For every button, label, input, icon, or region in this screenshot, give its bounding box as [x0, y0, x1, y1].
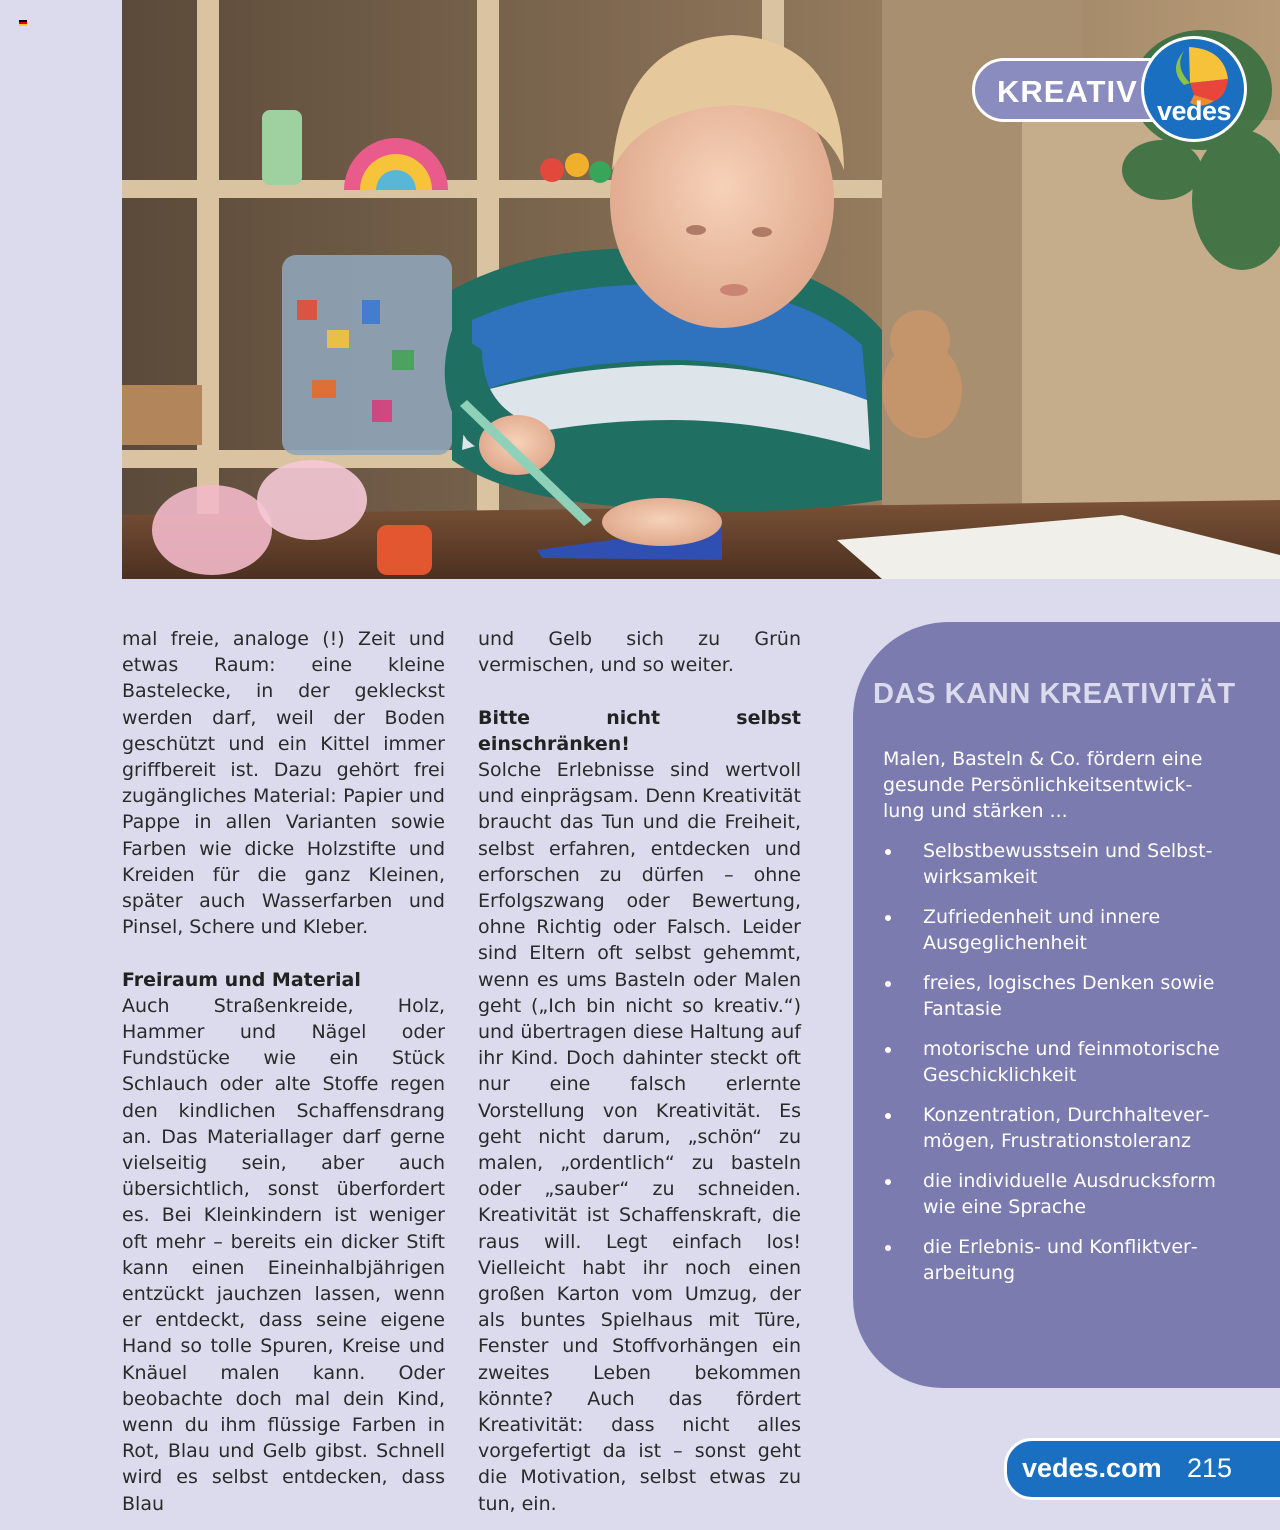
info-box: [853, 622, 1280, 1388]
section-heading: Bitte nicht selbst einschränken!: [478, 706, 801, 755]
bullet-icon: [885, 1113, 891, 1119]
language-flag-icon[interactable]: [19, 20, 27, 26]
site-link[interactable]: vedes.com: [1022, 1453, 1162, 1483]
bullet-icon: [885, 981, 891, 987]
list-item: motorische und feinmotorische Geschicklichkeit: [883, 1036, 1223, 1088]
page-number: 215: [1187, 1453, 1233, 1483]
category-label: KREATIV: [997, 74, 1138, 109]
paragraph: und Gelb sich zu Grün vermischen, und so weiter.: [478, 628, 801, 677]
list-item: die individuelle Ausdrucksform wie eine Sprache: [883, 1168, 1223, 1220]
list-item: Selbstbewusstsein und Selbstwirksamkeit: [883, 838, 1223, 890]
logo-wordmark: vedes: [1156, 96, 1232, 126]
list-item: freies, logisches Denken sowie Fantasie: [883, 970, 1223, 1022]
article-column-2: [478, 626, 801, 1517]
article-column-1: [122, 626, 445, 1517]
paragraph: mal freie, analoge (!) Zeit und etwas Raum: eine kleine Bastelecke, in der gekleckst werden darf, weil der Boden geschützt und ein Kittel immer griffbereit ist. Dazu gehört frei zugängliches Material: Papier und Pappe in allen Varianten sowie Farben wie dicke Holzstifte und Kreiden für die ganz Kleinen, später auch Wasserfarben und Pinsel, Schere und Kleber.: [122, 628, 445, 939]
list-item: die Erlebnis- und Konfliktverarbeitung: [883, 1234, 1223, 1286]
bullet-icon: [885, 1179, 891, 1185]
bullet-icon: [885, 1047, 891, 1053]
benefit-list: [883, 838, 1223, 1300]
list-item: Konzentration, Durchhaltevermögen, Frustrationstoleranz: [883, 1102, 1223, 1154]
vedes-logo[interactable]: [1141, 36, 1247, 142]
info-box-intro: Malen, Basteln & Co. fördern eine gesunde Persönlichkeitsentwicklung und stärken ...: [883, 748, 1203, 822]
list-item: Zufriedenheit und innere Ausgeglichenheit: [883, 904, 1223, 956]
bullet-icon: [885, 1245, 891, 1251]
section-heading: Freiraum und Material: [122, 968, 361, 991]
paragraph: Solche Erlebnisse sind wertvoll und einprägsam. Denn Kreativität braucht das Tun und die Freiheit, selbst erfahren, entdecken und erforschen zu dürfen – ohne Erfolgszwang oder Bewertung, ohne Richtig oder Falsch. Leider sind Eltern oft selbst gehemmt, wenn es ums Basteln oder Malen geht („Ich bin nicht so kreativ.“) und übertragen diese Haltung auf ihr Kind. Doch dahinter steckt oft nur eine falsch erlernte Vorstellung von Kreativität. Es geht nicht darum, „schön“ zu malen, „ordentlich“ zu basteln oder „sauber“ zu schneiden. Kreativität ist Schaffenskraft, die raus will. Legt einfach los! Vielleicht habt ihr noch einen großen Karton vom Umzug, der als buntes Spielhaus mit Türe, Fenster und Stoffvorhängen ein zweites Leben bekommen könnte? Auch das fördert Kreativität: dass nicht alles vorgefertigt da ist – sonst geht die Motivation, selbst etwas zu tun, ein.: [478, 759, 801, 1515]
bullet-icon: [885, 849, 891, 855]
info-box-title: DAS KANN KREATIVITÄT: [873, 678, 1236, 710]
footer-tab[interactable]: [1004, 1438, 1280, 1500]
bullet-icon: [885, 915, 891, 921]
paragraph: Auch Straßenkreide, Holz, Hammer und Nägel oder Fundstücke wie ein Stück Schlauch oder alte Stoffe regen den kindlichen Schaffensdrang an. Das Materiallager darf gerne vielseitig sein, aber auch übersichtlich, sonst überfordert es. Bei Kleinkindern ist weniger oft mehr – bereits ein dicker Stift kann einen Eineinhalbjährigen entzückt jauchzen lassen, wenn er entdeckt, dass seine eigene Hand so tolle Spuren, Kreise und Knäuel malen kann. Oder beobachte doch mal dein Kind, wenn du ihm flüssige Farben in Rot, Blau und Gelb gibst. Schnell wird es selbst entdecken, dass Blau: [122, 994, 445, 1515]
